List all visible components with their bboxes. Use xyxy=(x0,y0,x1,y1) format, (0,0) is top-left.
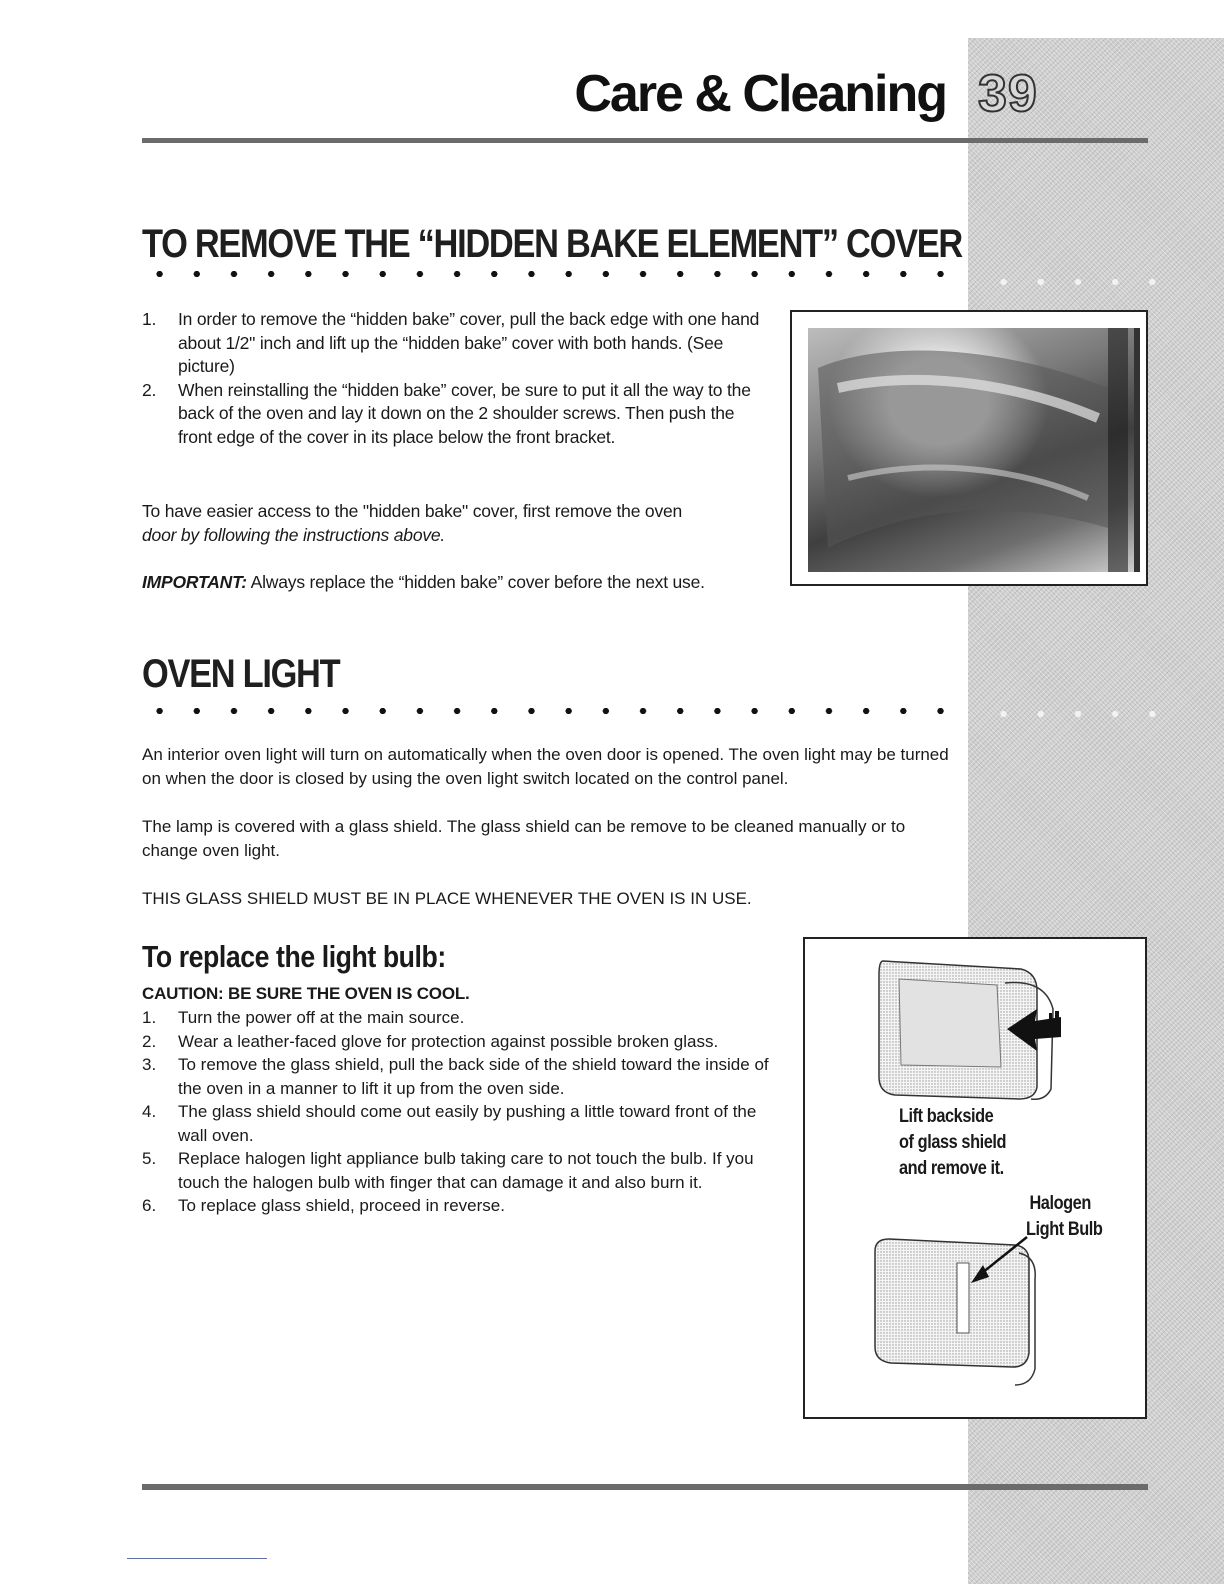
section-heading-oven-light: OVEN LIGHT xyxy=(142,652,340,696)
step-text: In order to remove the “hidden bake” cover, pull the back edge with one hand about 1/2" inch and lift up the “hidden bake” cover with both hands. (See picture) xyxy=(178,309,760,376)
step-text: The glass shield should come out easily by pushing a little toward front of the wall oven. xyxy=(178,1102,757,1145)
oven-light-paragraph-2: The lamp is covered with a glass shield. The glass shield can be remove to be cleaned manually or to change oven light. xyxy=(142,817,906,860)
page-number: 39 xyxy=(978,65,1038,123)
halogen-bulb-illustration xyxy=(875,1239,1035,1385)
dotted-divider-stripe xyxy=(985,278,1165,286)
footer-link-underline xyxy=(127,1558,267,1559)
step-number: 1. xyxy=(142,309,157,329)
caption-line: of glass shield xyxy=(899,1132,1007,1153)
list-item xyxy=(142,1030,782,1054)
hidden-bake-photo xyxy=(808,328,1140,572)
list-item xyxy=(142,308,772,379)
list-item xyxy=(142,379,772,450)
step-number: 1. xyxy=(142,1008,157,1027)
important-label: IMPORTANT: xyxy=(142,572,247,592)
dotted-divider xyxy=(141,707,959,715)
list-item xyxy=(142,1194,782,1218)
step-number: 6. xyxy=(142,1196,157,1215)
step-text: When reinstalling the “hidden bake” cover, be sure to put it all the way to the back of the oven and lay it down on the 2 shoulder screws. Then push the front edge of the cover in its place below the front bracket. xyxy=(178,379,751,447)
oven-light-paragraph-1: An interior oven light will turn on automatically when the oven door is opened. The oven light may be turned on when the door is closed by using the oven light switch located on the control panel. xyxy=(142,745,949,788)
step-number: 2. xyxy=(142,379,157,400)
caption-lift-backside xyxy=(899,1104,1006,1182)
step-text: Wear a leather-faced glove for protection against possible broken glass. xyxy=(178,1031,719,1051)
oven-light-warning: THIS GLASS SHIELD MUST BE IN PLACE WHENEVER THE OVEN IS IN USE. xyxy=(142,889,752,908)
important-text: Always replace the “hidden bake” cover before the next use. xyxy=(246,572,705,592)
caption-line: Halogen xyxy=(1029,1193,1091,1214)
step-number: 5. xyxy=(142,1149,157,1168)
access-note-line: To have easier access to the "hidden bake" cover, first remove the oven xyxy=(142,501,683,521)
hidden-bake-photo-frame xyxy=(790,310,1148,586)
step-text: To remove the glass shield, pull the back side of the shield toward the inside of the oven in a manner to lift it up from the oven side. xyxy=(178,1055,769,1098)
photo-detail xyxy=(808,328,1134,572)
page-title: Care & Cleaning xyxy=(574,65,946,123)
caution-text: CAUTION: BE SURE THE OVEN IS COOL. xyxy=(142,984,470,1003)
footer-rule xyxy=(142,1484,1148,1490)
header-rule xyxy=(142,138,1148,143)
dotted-divider-stripe xyxy=(985,710,1165,718)
step-text: Turn the power off at the main source. xyxy=(178,1008,465,1027)
important-note xyxy=(142,571,762,595)
dotted-divider xyxy=(141,270,959,278)
list-item xyxy=(142,1100,782,1147)
access-note-line-italic: door by following the instructions above. xyxy=(142,524,446,545)
step-number: 4. xyxy=(142,1102,157,1121)
caption-line: Lift backside xyxy=(899,1106,994,1127)
step-number: 3. xyxy=(142,1055,157,1074)
list-item xyxy=(142,1006,782,1030)
access-note xyxy=(142,500,782,547)
step-text: To replace glass shield, proceed in reverse. xyxy=(178,1196,505,1215)
bulb-steps xyxy=(142,1006,782,1218)
caption-line: and remove it. xyxy=(899,1158,1004,1179)
section-heading-hidden-bake: TO REMOVE THE “HIDDEN BAKE ELEMENT” COVER xyxy=(142,222,962,266)
hidden-bake-steps xyxy=(142,308,772,449)
list-item xyxy=(142,1053,782,1100)
step-text: Replace halogen light appliance bulb taking care to not touch the bulb. If you touch the halogen bulb with finger that can damage it and also burn it. xyxy=(178,1149,754,1192)
caption-halogen-bulb xyxy=(1026,1191,1102,1243)
list-item xyxy=(142,1147,782,1194)
step-number: 2. xyxy=(142,1031,157,1051)
caption-line: Light Bulb xyxy=(1026,1219,1103,1240)
bulb-heading: To replace the light bulb: xyxy=(142,939,446,974)
bulb-diagram-frame xyxy=(803,937,1147,1419)
